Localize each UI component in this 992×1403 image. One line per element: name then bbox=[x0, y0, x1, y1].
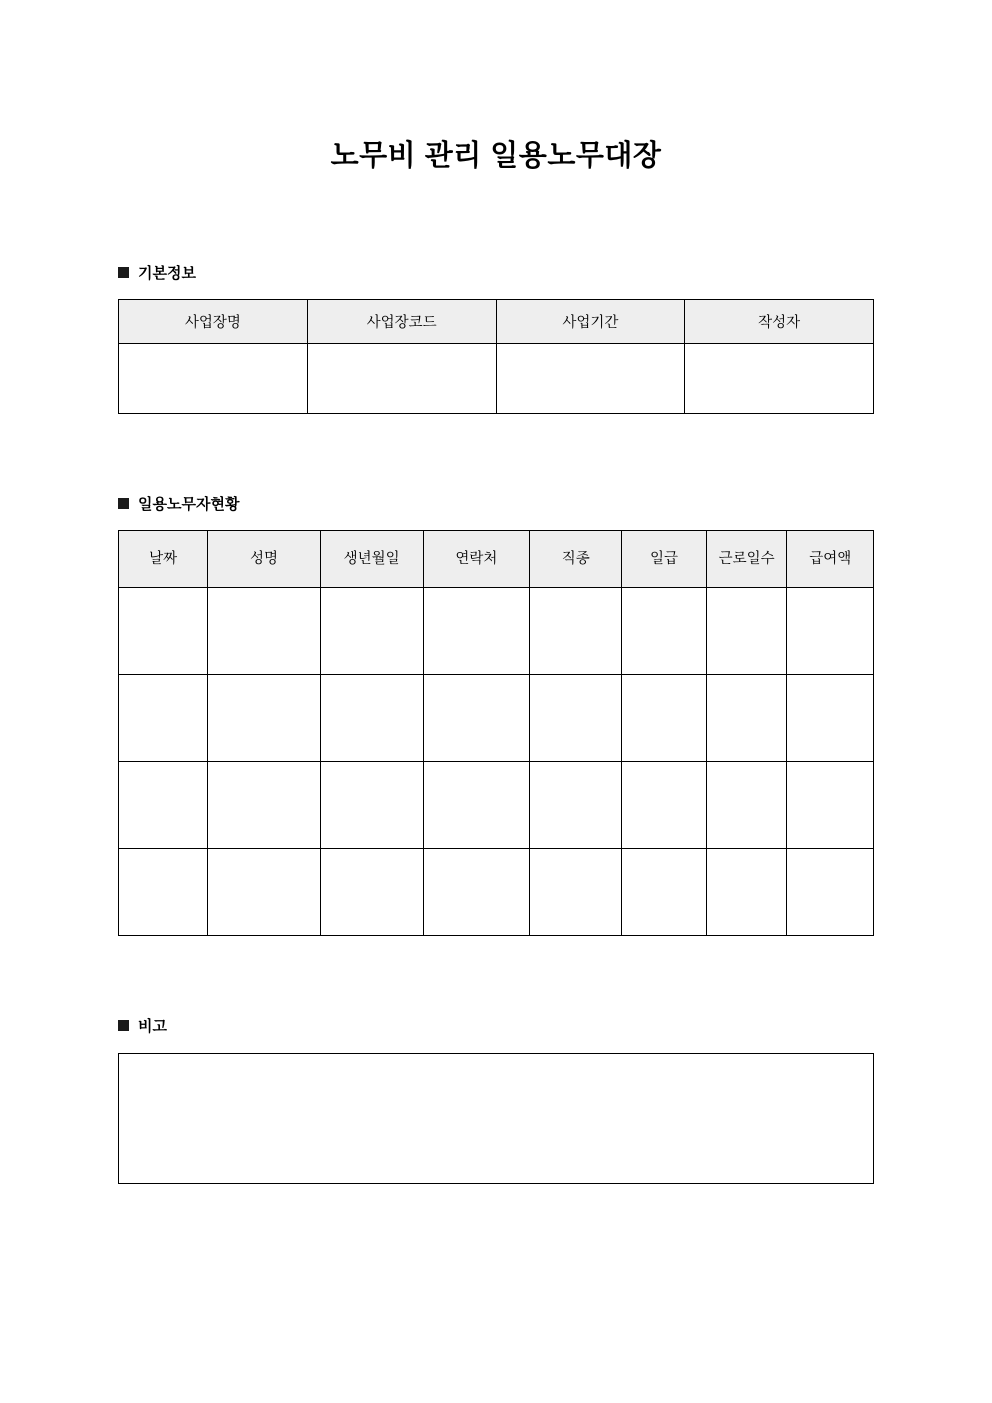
column-header-work-days: 근로일수 bbox=[706, 531, 787, 588]
section-heading-daily-workers bbox=[118, 493, 874, 514]
cell-worksite-name[interactable] bbox=[119, 344, 308, 414]
cell-contact[interactable] bbox=[423, 588, 530, 675]
bullet-square-icon bbox=[118, 267, 129, 278]
column-header-date: 날짜 bbox=[119, 531, 208, 588]
bullet-square-icon bbox=[118, 1020, 129, 1031]
cell-date[interactable] bbox=[119, 762, 208, 849]
cell-job-type[interactable] bbox=[530, 849, 622, 936]
section-heading-remarks bbox=[118, 1015, 874, 1036]
column-header-author: 작성자 bbox=[685, 300, 874, 344]
cell-contact[interactable] bbox=[423, 762, 530, 849]
cell-name[interactable] bbox=[208, 675, 320, 762]
cell-birthdate[interactable] bbox=[320, 762, 423, 849]
column-header-project-period: 사업기간 bbox=[496, 300, 685, 344]
cell-name[interactable] bbox=[208, 588, 320, 675]
cell-birthdate[interactable] bbox=[320, 675, 423, 762]
cell-work-days[interactable] bbox=[706, 849, 787, 936]
cell-birthdate[interactable] bbox=[320, 849, 423, 936]
column-header-birthdate: 생년월일 bbox=[320, 531, 423, 588]
column-header-job-type: 직종 bbox=[530, 531, 622, 588]
cell-daily-wage[interactable] bbox=[622, 675, 706, 762]
column-header-daily-wage: 일급 bbox=[622, 531, 706, 588]
section-heading-label: 비고 bbox=[138, 1018, 167, 1035]
column-header-contact: 연락처 bbox=[423, 531, 530, 588]
cell-daily-wage[interactable] bbox=[622, 849, 706, 936]
basic-info-table bbox=[118, 299, 874, 414]
cell-work-days[interactable] bbox=[706, 762, 787, 849]
cell-contact[interactable] bbox=[423, 849, 530, 936]
column-header-worksite-code: 사업장코드 bbox=[307, 300, 496, 344]
cell-salary-amount[interactable] bbox=[787, 762, 874, 849]
column-header-worksite-name: 사업장명 bbox=[119, 300, 308, 344]
cell-work-days[interactable] bbox=[706, 675, 787, 762]
cell-project-period[interactable] bbox=[496, 344, 685, 414]
cell-salary-amount[interactable] bbox=[787, 849, 874, 936]
cell-work-days[interactable] bbox=[706, 588, 787, 675]
cell-date[interactable] bbox=[119, 588, 208, 675]
cell-job-type[interactable] bbox=[530, 762, 622, 849]
page-title: 노무비 관리 일용노무대장 bbox=[330, 140, 662, 172]
cell-date[interactable] bbox=[119, 675, 208, 762]
remarks-textarea[interactable] bbox=[118, 1053, 874, 1184]
cell-name[interactable] bbox=[208, 849, 320, 936]
cell-worksite-code[interactable] bbox=[307, 344, 496, 414]
cell-job-type[interactable] bbox=[530, 588, 622, 675]
section-heading-label: 일용노무자현황 bbox=[138, 496, 240, 513]
cell-job-type[interactable] bbox=[530, 675, 622, 762]
cell-date[interactable] bbox=[119, 849, 208, 936]
bullet-square-icon bbox=[118, 498, 129, 509]
daily-workers-table bbox=[118, 530, 874, 936]
section-heading-basic-info bbox=[118, 262, 874, 283]
table-header-row bbox=[119, 300, 874, 344]
cell-author[interactable] bbox=[685, 344, 874, 414]
column-header-name: 성명 bbox=[208, 531, 320, 588]
table-row bbox=[119, 344, 874, 414]
cell-contact[interactable] bbox=[423, 675, 530, 762]
section-heading-label: 기본정보 bbox=[138, 265, 196, 282]
cell-salary-amount[interactable] bbox=[787, 675, 874, 762]
table-row bbox=[119, 675, 874, 762]
cell-daily-wage[interactable] bbox=[622, 588, 706, 675]
table-row bbox=[119, 762, 874, 849]
column-header-salary-amount: 급여액 bbox=[787, 531, 874, 588]
cell-birthdate[interactable] bbox=[320, 588, 423, 675]
table-row bbox=[119, 588, 874, 675]
table-row bbox=[119, 849, 874, 936]
table-header-row bbox=[119, 531, 874, 588]
cell-daily-wage[interactable] bbox=[622, 762, 706, 849]
cell-name[interactable] bbox=[208, 762, 320, 849]
cell-salary-amount[interactable] bbox=[787, 588, 874, 675]
